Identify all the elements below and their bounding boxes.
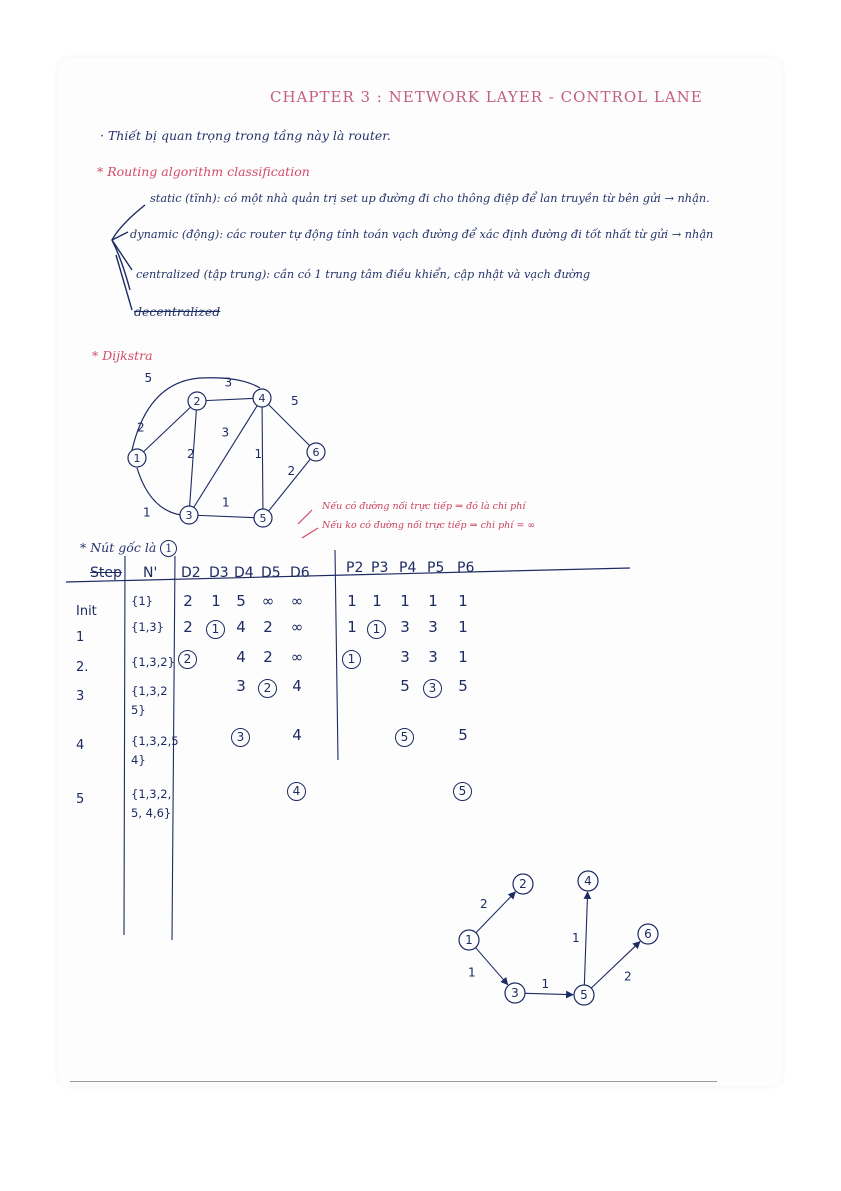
predecessor-cell: 1 xyxy=(347,592,357,610)
graph-edge xyxy=(197,398,262,401)
distance-cell: 2 xyxy=(258,679,277,698)
distance-cell: ∞ xyxy=(290,592,304,610)
p-header: P4 xyxy=(399,560,417,576)
p-header: P3 xyxy=(371,560,389,576)
static-note: static (tĩnh): có một nhà quản trị set up đường đi cho thông điệp để lan truyền từ bên gửi → nhận. xyxy=(150,192,710,205)
graph-edge-weight: 1 xyxy=(143,505,151,520)
routing-heading: * Routing algorithm classification xyxy=(97,164,310,179)
step-header: Step xyxy=(90,565,122,581)
table-col-rule-step xyxy=(124,556,125,935)
step-cell: 4 xyxy=(76,738,85,753)
p-header: P2 xyxy=(346,560,364,576)
graph-edge-weight: 5 xyxy=(144,371,153,385)
tree-node-label: 3 xyxy=(511,986,519,1000)
predecessor-cell: 3 xyxy=(400,618,410,636)
tree-edge xyxy=(476,948,508,985)
dynamic-note: dynamic (động): các router tự động tính toán vạch đường để xác định đường đi tốt nhất từ gửi → nhận xyxy=(130,228,714,241)
tree-edge-weight: 2 xyxy=(480,897,488,911)
step-cell: 3 xyxy=(76,689,85,704)
decentralized-note: decentralized xyxy=(134,304,221,319)
direct-cost-note: Nếu có đường nối trực tiếp ⇒ đó là chi phí xyxy=(322,501,526,512)
distance-cell: 1 xyxy=(206,620,225,639)
distance-cell: 2 xyxy=(263,618,273,636)
n-prime-cell: {1,3,2} xyxy=(131,655,175,669)
graph-node-label: 1 xyxy=(133,452,141,465)
shortest-path-tree xyxy=(459,871,658,1005)
source-label-text: * Nút gốc là xyxy=(80,540,157,555)
predecessor-cell: 1 xyxy=(372,592,382,610)
d-header: D6 xyxy=(290,565,310,581)
tree-node-label: 1 xyxy=(465,933,473,947)
distance-cell: 4 xyxy=(292,677,302,695)
graph-edge-weight: 3 xyxy=(224,375,233,390)
n-prime-cell: {1,3} xyxy=(131,620,164,634)
graph-node-label: 2 xyxy=(193,395,201,408)
step-cell: 5 xyxy=(76,792,85,807)
predecessor-cell: 5 xyxy=(458,726,468,744)
distance-cell: 4 xyxy=(236,648,246,666)
graph-node-label: 6 xyxy=(312,446,320,459)
n-prime-cell: {1,3,2,5 4} xyxy=(131,734,179,767)
graph-node-label: 5 xyxy=(259,512,267,525)
p-header: P5 xyxy=(427,560,445,576)
graph-edge-weight: 3 xyxy=(221,425,230,440)
d-header: D5 xyxy=(261,565,281,581)
step-cell: 2. xyxy=(76,660,89,675)
graph-edge xyxy=(262,398,316,452)
tree-edge xyxy=(584,892,587,985)
page-title: CHAPTER 3 : NETWORK LAYER - CONTROL LANE xyxy=(270,88,703,106)
graph-edge-weight: 1 xyxy=(254,447,263,461)
graph-edge-weight: 2 xyxy=(137,420,145,435)
predecessor-cell: 3 xyxy=(423,679,442,698)
predecessor-cell: 5 xyxy=(400,677,410,695)
n-prime-cell: {1,3,2,5, 4,6} xyxy=(131,787,172,820)
distance-cell: 3 xyxy=(236,677,246,695)
tree-node-label: 5 xyxy=(580,988,588,1002)
distance-cell: 3 xyxy=(231,728,250,747)
predecessor-cell: 5 xyxy=(395,728,414,747)
graph-node-label: 3 xyxy=(185,509,193,522)
predecessor-cell: 1 xyxy=(428,592,438,610)
graph-edge-weight: 2 xyxy=(287,464,296,478)
predecessor-cell: 3 xyxy=(428,618,438,636)
distance-cell: ∞ xyxy=(290,648,304,666)
predecessor-cell: 3 xyxy=(428,648,438,666)
tree-node-label: 4 xyxy=(584,874,592,888)
step-cell: Init xyxy=(76,604,97,619)
distance-cell: 2 xyxy=(178,650,197,669)
distance-cell: 4 xyxy=(287,782,306,801)
distance-cell: ∞ xyxy=(290,618,304,636)
graph-edge-weight: 5 xyxy=(291,394,299,408)
graph-node-label: 4 xyxy=(258,392,266,405)
graph-edge-weight: 1 xyxy=(222,495,230,510)
distance-cell: 5 xyxy=(236,592,246,610)
distance-cell: 1 xyxy=(211,592,221,610)
predecessor-cell: 5 xyxy=(458,677,468,695)
distance-cell: 2 xyxy=(183,592,193,610)
tree-edge xyxy=(591,942,640,989)
predecessor-cell: 1 xyxy=(347,618,357,636)
tree-edge-weight: 1 xyxy=(468,965,476,980)
n-prime-cell: {1} xyxy=(131,594,153,608)
distance-cell: ∞ xyxy=(261,592,275,610)
infinite-cost-note: Nếu ko có đường nối trực tiếp ⇒ chi phí = ∞ xyxy=(322,520,536,531)
tree-edge xyxy=(525,993,573,994)
predecessor-cell: 5 xyxy=(453,782,472,801)
predecessor-cell: 1 xyxy=(458,618,468,636)
dijkstra-heading: * Dijkstra xyxy=(92,348,153,363)
tree-edge-weight: 1 xyxy=(541,977,550,991)
tree-edge-weight: 2 xyxy=(624,969,632,984)
step-cell: 1 xyxy=(76,630,85,645)
tree-node-label: 2 xyxy=(519,877,527,891)
n-header: N' xyxy=(143,565,158,581)
table-col-rule-d xyxy=(335,550,338,760)
centralized-note: centralized (tập trung): cần có 1 trung tâm điều khiển, cập nhật và vạch đường xyxy=(136,268,591,281)
n-prime-cell: {1,3,2 5} xyxy=(131,684,168,717)
distance-cell: 4 xyxy=(236,618,246,636)
d-header: D3 xyxy=(209,565,229,581)
graph-edge xyxy=(189,515,263,518)
graph-edge xyxy=(262,398,263,518)
graph-edge xyxy=(263,452,316,518)
red-arrow-1 xyxy=(298,510,312,524)
predecessor-cell: 1 xyxy=(367,620,386,639)
predecessor-cell: 1 xyxy=(400,592,410,610)
predecessor-cell: 1 xyxy=(458,648,468,666)
network-graph xyxy=(128,371,325,527)
predecessor-cell: 1 xyxy=(342,650,361,669)
distance-cell: 4 xyxy=(292,726,302,744)
red-arrow-2 xyxy=(302,528,318,538)
classification-bracket-branch-2 xyxy=(112,240,132,310)
source-node-value: 1 xyxy=(160,540,177,557)
distance-cell: 2 xyxy=(183,618,193,636)
d-header: D2 xyxy=(181,565,201,581)
intro-note: · Thiết bị quan trọng trong tầng này là router. xyxy=(100,128,391,143)
tree-node-label: 6 xyxy=(644,927,652,941)
distance-cell: 2 xyxy=(263,648,273,666)
graph-edge-weight: 2 xyxy=(187,447,195,461)
d-header: D4 xyxy=(234,565,254,581)
predecessor-cell: 3 xyxy=(400,648,410,666)
p-header: P6 xyxy=(457,560,475,576)
predecessor-cell: 1 xyxy=(458,592,468,610)
tree-edge-weight: 1 xyxy=(572,931,580,945)
